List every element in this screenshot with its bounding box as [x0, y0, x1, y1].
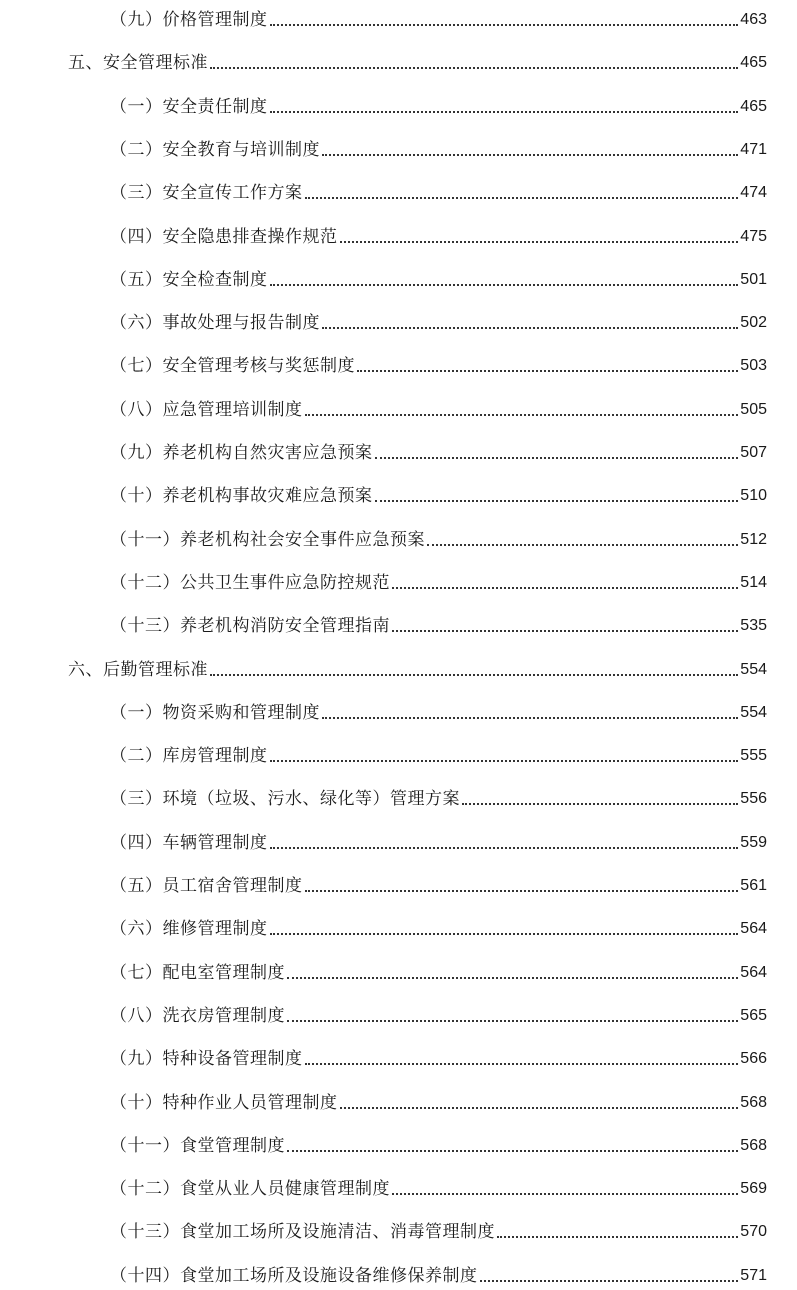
- toc-subsection-entry[interactable]: [110, 1128, 767, 1158]
- toc-page-number: 512: [740, 530, 767, 548]
- toc-dot-leader: [270, 111, 739, 113]
- toc-subsection-entry[interactable]: [110, 132, 767, 162]
- toc-dot-leader: [210, 674, 738, 676]
- toc-entry-title: （一）安全责任制度: [110, 96, 268, 117]
- toc-page-number: 501: [740, 270, 767, 288]
- toc-entry-title: （十一）养老机构社会安全事件应急预案: [110, 529, 425, 550]
- toc-subsection-entry[interactable]: [110, 955, 767, 985]
- toc-dot-leader: [305, 197, 739, 199]
- toc-dot-leader: [462, 803, 738, 805]
- toc-page-number: 471: [740, 140, 767, 158]
- toc-dot-leader: [287, 1150, 738, 1152]
- toc-entry-title: （二）安全教育与培训制度: [110, 139, 320, 160]
- toc-entry-title: （十三）食堂加工场所及设施清洁、消毒管理制度: [110, 1222, 495, 1243]
- toc-dot-leader: [427, 544, 738, 546]
- toc-page-number: 559: [740, 833, 767, 851]
- toc-subsection-entry[interactable]: [110, 262, 767, 292]
- toc-page-number: 507: [740, 444, 767, 461]
- toc-dot-leader: [270, 760, 739, 762]
- toc-entry-title: （四）安全隐患排查操作规范: [110, 226, 338, 247]
- toc-page-number: 474: [740, 184, 767, 202]
- toc-entry-title: （九）特种设备管理制度: [110, 1049, 303, 1070]
- toc-entry-title: （九）价格管理制度: [110, 10, 268, 30]
- toc-page-number: 503: [740, 357, 767, 375]
- toc-page-number: 465: [740, 97, 767, 115]
- toc-dot-leader: [322, 717, 738, 719]
- toc-subsection-entry[interactable]: [110, 2, 767, 32]
- toc-dot-leader: [392, 630, 738, 632]
- toc-dot-leader: [210, 67, 738, 69]
- toc-entry-title: （十二）公共卫生事件应急防控规范: [110, 572, 390, 593]
- toc-page-number: 564: [740, 963, 767, 981]
- toc-subsection-entry[interactable]: [110, 478, 767, 508]
- toc-entry-title: （十三）养老机构消防安全管理指南: [110, 616, 390, 637]
- toc-subsection-entry[interactable]: [110, 608, 767, 638]
- toc-entry-title: （二）库房管理制度: [110, 746, 268, 767]
- toc-page-number: 565: [740, 1006, 767, 1024]
- toc-entry-title: （四）车辆管理制度: [110, 832, 268, 853]
- toc-dot-leader: [375, 500, 739, 502]
- toc-page-number: 561: [740, 877, 767, 894]
- toc-subsection-entry[interactable]: [110, 305, 767, 335]
- toc-dot-leader: [287, 1020, 738, 1022]
- toc-dot-leader: [270, 933, 739, 935]
- toc-subsection-entry[interactable]: [110, 392, 767, 422]
- toc-page-number: 568: [740, 1136, 767, 1154]
- toc-subsection-entry[interactable]: [110, 348, 767, 378]
- toc-subsection-entry[interactable]: [110, 1041, 767, 1071]
- toc-dot-leader: [287, 977, 738, 979]
- toc-page-number: 465: [740, 54, 767, 72]
- toc-dot-leader: [480, 1280, 739, 1282]
- toc-entry-title: （六）维修管理制度: [110, 919, 268, 940]
- toc-subsection-entry[interactable]: [110, 1214, 767, 1244]
- toc-entry-title: （十一）食堂管理制度: [110, 1135, 285, 1156]
- toc-section-entry[interactable]: [68, 45, 767, 75]
- toc-dot-leader: [305, 890, 739, 892]
- toc-entry-title: （十）特种作业人员管理制度: [110, 1092, 338, 1113]
- toc-page-number: 463: [740, 11, 767, 28]
- toc-subsection-entry[interactable]: [110, 175, 767, 205]
- toc-subsection-entry[interactable]: [110, 998, 767, 1028]
- toc-dot-leader: [340, 241, 739, 243]
- toc-page-number: 535: [740, 617, 767, 635]
- toc-subsection-entry[interactable]: [110, 781, 767, 811]
- toc-entry-title: （十四）食堂加工场所及设施设备维修保养制度: [110, 1265, 478, 1286]
- toc-subsection-entry[interactable]: [110, 738, 767, 768]
- toc-dot-leader: [392, 587, 738, 589]
- toc-page-number: 570: [740, 1223, 767, 1241]
- toc-subsection-entry[interactable]: [110, 1171, 767, 1201]
- toc-section-entry[interactable]: [68, 652, 767, 682]
- toc-entry-title: （十）养老机构事故灾难应急预案: [110, 486, 373, 507]
- toc-page-number: 566: [740, 1050, 767, 1068]
- toc-page-number: 555: [740, 747, 767, 765]
- toc-entry-title: （三）环境（垃圾、污水、绿化等）管理方案: [110, 789, 460, 810]
- toc-dot-leader: [497, 1236, 738, 1238]
- toc-dot-leader: [270, 847, 739, 849]
- toc-dot-leader: [357, 370, 738, 372]
- toc-entry-title: （七）安全管理考核与奖惩制度: [110, 356, 355, 377]
- toc-page-number: 564: [740, 920, 767, 938]
- toc-subsection-entry[interactable]: [110, 1258, 767, 1288]
- toc-subsection-entry[interactable]: [110, 868, 767, 898]
- toc-page-number: 571: [740, 1266, 767, 1284]
- toc-subsection-entry[interactable]: [110, 825, 767, 855]
- toc-page-number: 502: [740, 314, 767, 332]
- toc-dot-leader: [322, 327, 738, 329]
- toc-dot-leader: [322, 154, 738, 156]
- toc-entry-title: （七）配电室管理制度: [110, 962, 285, 983]
- toc-page-number: 475: [740, 227, 767, 245]
- toc-page-number: 569: [740, 1180, 767, 1198]
- toc-subsection-entry[interactable]: [110, 911, 767, 941]
- toc-entry-title: （九）养老机构自然灾害应急预案: [110, 443, 373, 463]
- toc-entry-title: （八）应急管理培训制度: [110, 399, 303, 420]
- toc-subsection-entry[interactable]: [110, 1085, 767, 1115]
- toc-dot-leader: [270, 284, 739, 286]
- toc-dot-leader: [392, 1193, 738, 1195]
- toc-subsection-entry[interactable]: [110, 695, 767, 725]
- toc-page-number: 514: [740, 573, 767, 591]
- toc-entry-title: （十二）食堂从业人员健康管理制度: [110, 1179, 390, 1200]
- toc-dot-leader: [270, 24, 739, 26]
- toc-entry-title: 六、后勤管理标准: [68, 659, 208, 680]
- toc-subsection-entry[interactable]: [110, 219, 767, 249]
- toc-page-number: 554: [740, 660, 767, 678]
- toc-page-number: 568: [740, 1093, 767, 1111]
- toc-entry-title: （一）物资采购和管理制度: [110, 702, 320, 723]
- toc-page-number: 554: [740, 703, 767, 721]
- toc-dot-leader: [340, 1107, 739, 1109]
- toc-page-number: 510: [740, 487, 767, 505]
- toc-entry-title: （八）洗衣房管理制度: [110, 1005, 285, 1026]
- toc-subsection-entry[interactable]: [110, 89, 767, 119]
- toc-dot-leader: [305, 1063, 739, 1065]
- toc-entry-title: 五、安全管理标准: [68, 53, 208, 74]
- toc-subsection-entry[interactable]: [110, 565, 767, 595]
- toc-entry-title: （六）事故处理与报告制度: [110, 313, 320, 334]
- toc-subsection-entry[interactable]: [110, 522, 767, 552]
- toc-subsection-entry[interactable]: [110, 435, 767, 465]
- toc-entry-title: （五）安全检查制度: [110, 269, 268, 290]
- toc-entry-title: （三）安全宣传工作方案: [110, 183, 303, 204]
- toc-page-number: 556: [740, 790, 767, 808]
- toc-dot-leader: [305, 414, 739, 416]
- toc-dot-leader: [375, 457, 739, 459]
- toc-entry-title: （五）员工宿舍管理制度: [110, 876, 303, 896]
- toc-page-number: 505: [740, 400, 767, 418]
